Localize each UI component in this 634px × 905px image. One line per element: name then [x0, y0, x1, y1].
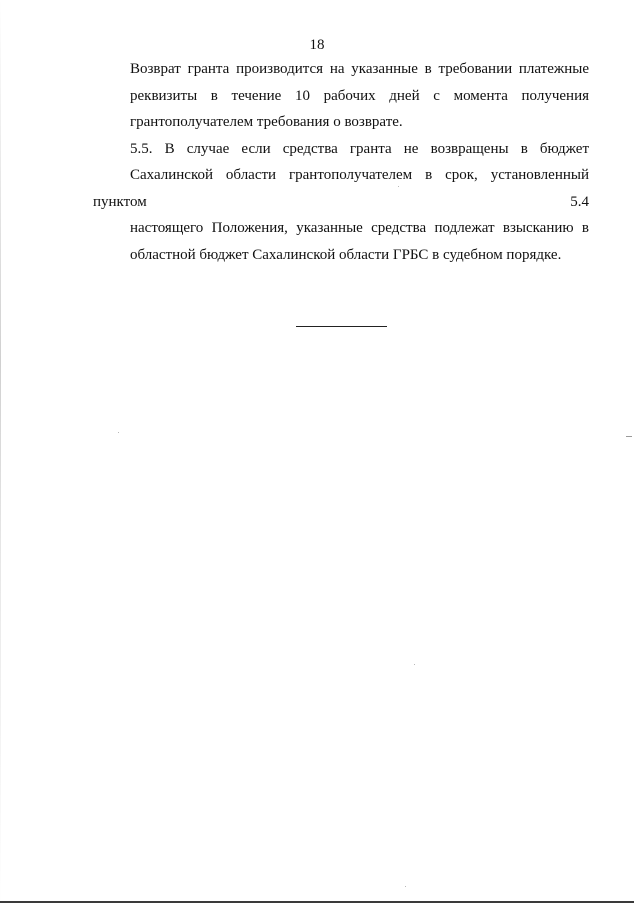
- document-body: [93, 56, 589, 268]
- paragraph-line: настоящего Положения, указанные средства подлежат взысканию в: [130, 220, 589, 236]
- scan-edge-bottom: [0, 901, 634, 903]
- paragraph-line: грантополучателем требования о возврате.: [130, 114, 403, 130]
- paragraph-grant-return-details: [93, 56, 589, 136]
- scan-speck: [405, 886, 406, 887]
- page-number: 18: [309, 37, 325, 53]
- scan-speck: [414, 664, 415, 665]
- paragraph-line: областной бюджет Сахалинской области ГРБС в судебном порядке.: [130, 246, 562, 263]
- scan-edge-left: [0, 0, 1, 905]
- scan-speck: [118, 432, 119, 433]
- paragraph-line: Возврат гранта производится на указанные в требовании платежные: [130, 61, 589, 77]
- end-of-document-rule: [296, 326, 387, 327]
- paragraph-line: реквизиты в течение 10 рабочих дней с момента получения: [130, 87, 589, 104]
- scan-speck: [626, 436, 632, 437]
- scan-speck: [398, 186, 399, 187]
- paragraph-line: Сахалинской области грантополучателем в срок, установленный пунктом 5.4: [93, 167, 589, 210]
- paragraph-line: 5.5. В случае если средства гранта не возвращены в бюджет: [130, 140, 589, 157]
- paragraph-5-5: [93, 136, 589, 269]
